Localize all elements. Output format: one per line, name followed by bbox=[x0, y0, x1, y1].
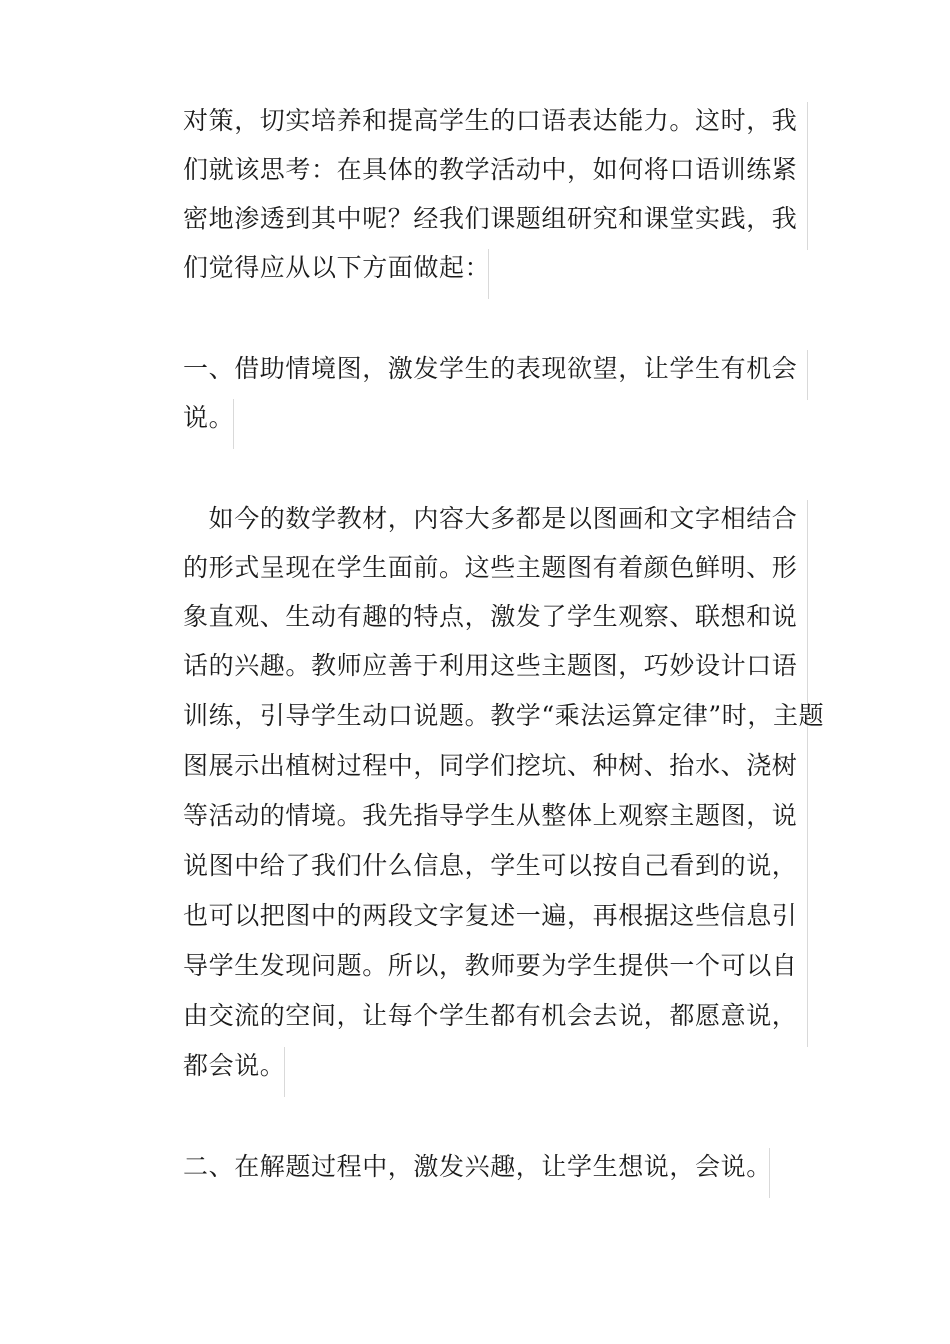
section1-body-line-2: 的形式呈现在学生面前。这些主题图有着颜色鲜明、形 bbox=[183, 549, 808, 599]
intro-line-2: 们就该思考：在具体的教学活动中，如何将口语训练紧 bbox=[183, 151, 808, 201]
intro-line-3: 密地渗透到其中呢？经我们课题组研究和课堂实践，我 bbox=[183, 200, 808, 250]
section2-heading-line-1: 二、在解题过程中，激发兴趣，让学生想说，会说。 bbox=[183, 1148, 770, 1198]
section1-body-line-7: 等活动的情境。我先指导学生从整体上观察主题图，说 bbox=[183, 797, 808, 847]
section1-body-line-6: 图展示出植树过程中，同学们挖坑、种树、抬水、浇树 bbox=[183, 747, 808, 797]
intro-line-4: 们觉得应从以下方面做起： bbox=[183, 249, 489, 299]
section1-body-line-4: 话的兴趣。教师应善于利用这些主题图，巧妙设计口语 bbox=[183, 647, 808, 697]
section1-heading-line-1: 一、借助情境图，激发学生的表现欲望，让学生有机会 bbox=[183, 350, 808, 400]
section1-body-line-9: 也可以把图中的两段文字复述一遍，再根据这些信息引 bbox=[183, 897, 808, 947]
section1-body-line-8: 说图中给了我们什么信息，学生可以按自己看到的说， bbox=[183, 847, 808, 897]
intro-line-1: 对策，切实培养和提高学生的口语表达能力。这时，我 bbox=[183, 102, 808, 152]
section1-body-line-1: 如今的数学教材，内容大多都是以图画和文字相结合 bbox=[183, 500, 808, 550]
section1-body-line-12: 都会说。 bbox=[183, 1047, 285, 1097]
section1-body-line-5: 训练，引导学生动口说题。教学“乘法运算定律”时，主题 bbox=[183, 697, 808, 747]
section1-body-line-11: 由交流的空间，让每个学生都有机会去说，都愿意说， bbox=[183, 997, 808, 1047]
section1-body-line-3: 象直观、生动有趣的特点，激发了学生观察、联想和说 bbox=[183, 598, 808, 648]
section1-heading-line-2: 说。 bbox=[183, 399, 234, 449]
section1-body-line-10: 导学生发现问题。所以，教师要为学生提供一个可以自 bbox=[183, 947, 808, 997]
